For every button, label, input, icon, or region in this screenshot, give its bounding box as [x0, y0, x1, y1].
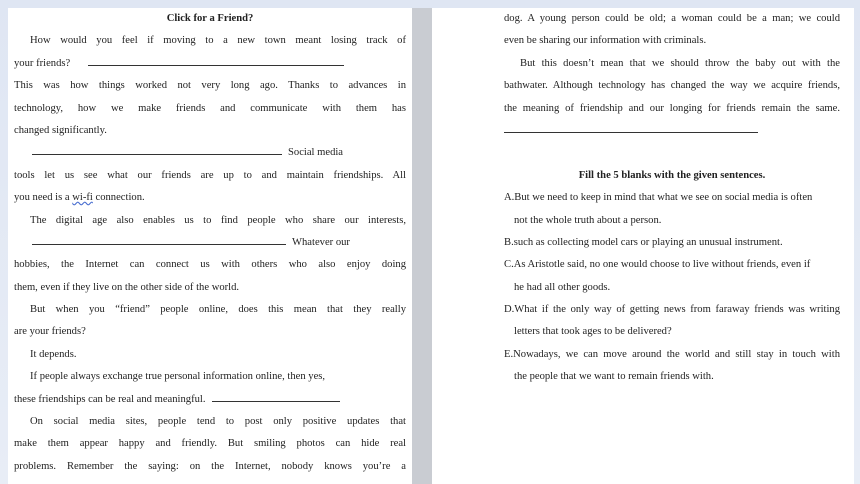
text-line — [14, 321, 406, 343]
text-span: tools let us see what our friends are up to and maintain friendships. All — [14, 169, 406, 181]
text-line — [504, 53, 840, 75]
text-span: B.such as collecting model cars or playing an unusual instrument. — [504, 236, 783, 248]
text-span: technology, how we make friends and communicate with them has — [14, 102, 406, 114]
text-span: D.What if the only way of getting news from faraway friends was writing — [504, 304, 840, 316]
text-line — [14, 299, 406, 321]
text-line — [14, 210, 406, 232]
text-line — [504, 8, 840, 30]
text-line — [14, 389, 406, 411]
section-title — [504, 165, 840, 187]
text-span: dog. A young person could be old; a woman could be a man; we could — [504, 13, 840, 24]
left-page-text — [14, 8, 406, 478]
text-line — [14, 142, 406, 164]
text-line — [504, 344, 840, 366]
text-span: the meaning of friendship and our longing for friends remain the same. — [504, 102, 840, 114]
answer-blank[interactable] — [212, 389, 340, 402]
text-span: Whatever our — [292, 236, 350, 248]
text-line — [504, 254, 840, 276]
text-line — [14, 456, 406, 478]
text-span: Social media — [288, 147, 344, 159]
answer-blank[interactable] — [88, 53, 344, 66]
spellcheck-word: wi-fi — [72, 192, 93, 204]
text-span: he had all other goods. — [514, 281, 611, 293]
text-line — [504, 120, 840, 142]
text-span: are your friends? — [14, 326, 86, 338]
text-line — [504, 142, 840, 164]
text-span: But this doesn’t mean that we should throw the baby out with the — [520, 57, 840, 69]
right-page — [432, 8, 854, 484]
text-span: C.As Aristotle said, no one would choose to live without friends, even if — [504, 259, 811, 271]
text-span: Fill the 5 blanks with the given sentences. — [578, 169, 766, 181]
text-span: even be sharing our information with criminals. — [504, 35, 707, 47]
text-line — [14, 277, 406, 299]
text-span: On social media sites, people tend to post only positive updates that — [30, 416, 406, 428]
text-line — [14, 165, 406, 187]
page-gutter — [412, 8, 432, 484]
text-line — [14, 254, 406, 276]
text-span: letters that took ages to be delivered? — [514, 326, 672, 338]
text-span: these friendships can be real and meaningful. — [14, 393, 206, 405]
text-span: How would you feel if moving to a new town meant losing track of — [30, 35, 406, 47]
text-span: problems. Remember the saying: on the Internet, nobody knows you’re a — [14, 460, 406, 472]
text-line — [504, 98, 840, 120]
text-line — [14, 187, 406, 209]
text-span: bathwater. Although technology has changed the way we acquire friends, — [504, 80, 840, 92]
article-title: Click for a Friend? — [166, 13, 254, 24]
text-line — [14, 344, 406, 366]
text-span: A.But we need to keep in mind that what we see on social media is often — [504, 192, 813, 204]
text-line — [504, 366, 840, 388]
answer-blank[interactable] — [32, 142, 282, 155]
text-line — [504, 210, 840, 232]
text-span: make them appear happy and friendly. But smiling photos can hide real — [14, 438, 406, 450]
text-line — [14, 30, 406, 52]
text-line — [14, 411, 406, 433]
text-line — [14, 120, 406, 142]
right-page-text — [504, 8, 840, 389]
text-line — [14, 366, 406, 388]
text-line — [504, 277, 840, 299]
text-span: your friends? — [14, 57, 71, 69]
text-span: the people that we want to remain friends with. — [514, 371, 714, 383]
text-line — [504, 75, 840, 97]
text-span: not the whole truth about a person. — [514, 214, 662, 226]
left-page — [8, 8, 412, 484]
text-span: This was how things worked not very long ago. Thanks to advances in — [14, 80, 406, 92]
text-span: changed significantly. — [14, 124, 107, 136]
text-span: The digital age also enables us to find people who share our interests, — [30, 214, 406, 226]
text-line — [504, 232, 840, 254]
text-span: hobbies, the Internet can connect us with others who also enjoy doing — [14, 259, 406, 271]
text-span: them, even if they live on the other side of the world. — [14, 281, 240, 293]
text-line — [14, 75, 406, 97]
text-line — [14, 232, 406, 254]
text-line — [14, 53, 406, 75]
text-span: E.Nowadays, we can move around the world and still stay in touch with — [504, 348, 840, 360]
text-span: you need is a wi-fi connection. — [14, 192, 145, 204]
text-line — [504, 187, 840, 209]
text-line — [504, 30, 840, 52]
text-span: But when you “friend” people online, does this mean that they really — [30, 304, 406, 316]
text-line — [14, 98, 406, 120]
text-line — [504, 299, 840, 321]
answer-blank[interactable] — [504, 120, 758, 133]
text-span: It depends. — [30, 348, 77, 360]
text-span: If people always exchange true personal information online, then yes, — [30, 371, 326, 383]
answer-blank[interactable] — [32, 232, 286, 245]
text-line — [14, 433, 406, 455]
text-line — [504, 321, 840, 343]
